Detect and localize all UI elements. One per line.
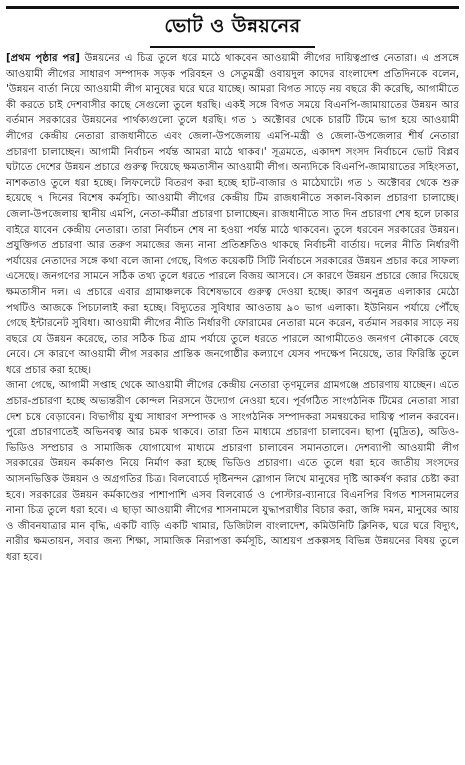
article-body xyxy=(6,51,459,566)
paragraph-2-text: জানা গেছে, আগামী সপ্তাহ থেকে আওয়ামী লীগের কেন্দ্রীয় নেতারা তৃণমূলের গ্রামগঞ্জে প্রচারণায় যাচ্ছেন। এতে প্রচার-প্রচারণা হচ্ছে অভ্যন্তরীণ কোন্দল নিরসনে উদ্যোগ নেওয়া হবে। পূর্বগঠিত সাংগঠনিক টিমের নেতারা সারা দেশ চষে বেড়াবেন। বিভাগীয় যুগ্ম সাধারণ সম্পাদক ও সাংগঠনিক সম্পাদকরা সমন্বয়কের দায়িত্ব পালন করবেন। পুরো প্রচারণাতেই অভিনবত্ব আর চমক থাকবে। তারা তিন মাধ্যমে প্রচারণা চালাবেন। ছাপা (মুদ্রিত), অডিও-ভিডিও সম্প্রচার ও সামাজিক যোগাযোগ মাধ্যমে প্রচারণা চালাবেন সমানতালে। দেশব্যাপী আওয়ামী লীগ সরকারের উন্নয়ন কর্মকাণ্ড নিয়ে নির্মাণ করা হচ্ছে ভিডিও প্রচারণা। এতে তুলে ধরা হবে জাতীয় সংসদের আসনভিত্তিক উন্নয়ন ও অগ্রগতির চিত্র। বিলবোর্ডে দৃষ্টিনন্দন স্লোগান লিখে মানুষের দৃষ্টি আকর্ষণ করার চেষ্টা করা হবে। সরকারের উন্নয়ন কর্মকাণ্ডের পাশাপাশি এসব বিলবোর্ড ও পোস্টার-ব্যানারে বিএনপির বিগত শাসনামলের নানা চিত্র তুলে ধরা হবে। এ ছাড়া আওয়ামী লীগের শাসনামলে যুদ্ধাপরাধীর বিচার করা, জঙ্গি দমন, মানুষের আয় ও জীবনযাত্রার মান বৃদ্ধি, একটি বাড়ি একটি খামার, ডিজিটাল বাংলাদেশ, কমিউনিটি ক্লিনিক, ঘরে ঘরে বিদ্যুৎ, নারীর ক্ষমতায়ন, সবার জন্য শিক্ষা, সামাজিক নিরাপত্তা কর্মসূচি, আশ্রয়ণ প্রকল্পসহ বিভিন্ন উন্নয়নের বিষয় তুলে ধরা হবে। xyxy=(6,380,459,563)
article-paragraph-2 xyxy=(6,378,459,565)
article-paragraph-1 xyxy=(6,51,459,378)
top-divider xyxy=(6,6,459,9)
headline-container xyxy=(6,13,459,47)
article-headline: ভোট ও উন্নয়নের xyxy=(150,12,314,48)
paragraph-1-text: উন্নয়নের এ চিত্র তুলে ধরে মাঠে থাকবেন আওয়ামী লীগের দায়িত্বপ্রাপ্ত নেতারা। এ প্রসঙ্গে আওয়ামী লীগের সাধারণ সম্পাদক সড়ক পরিবহন ও সেতুমন্ত্রী ওবায়দুল কাদের বাংলাদেশ প্রতিদিনকে বলেন, 'উন্নয়ন বার্তা নিয়ে আওয়ামী লীগ মানুষের ঘরে ঘরে যাচ্ছে। আমরা বিগত সাড়ে নয় বছরে কী করেছি, আগামীতে কী করতে চাই দেশবাসীর কাছে সেগুলো তুলে ধরছি। একই সঙ্গে বিগত সময়ে বিএনপি-জামায়াতের উন্নয়ন আর বর্তমান সরকারের উন্নয়নের পার্থক্যগুলো তুলে ধরছি। গত ১ অক্টোবর থেকে চারটি টিমে ভাগ হয়ে আওয়ামী লীগের কেন্দ্রীয় নেতারা রাজধানীতে এবং জেলা-উপজেলায় এমপি-মন্ত্রী ও জেলা-উপজেলার শীর্ষ নেতারা প্রচারণা চালাচ্ছেন। আগামী নির্বাচন পর্যন্ত আমরা মাঠে থাকব।' সূত্রমতে, একাদশ সংসদ নির্বাচনে ভোট বিপ্লব ঘটাতে দেশের উন্নয়ন প্রচারে গুরুত্ব দিয়েছে ক্ষমতাসীন আওয়ামী লীগ। অন্যদিকে বিএনপি-জামায়াতের সহিংসতা, নাশকতাও তুলে ধরা হচ্ছে। লিফলেটে বিতরণ করা হচ্ছে হাট-বাজার ও মাঠেঘাটে। গত ১ অক্টোবর থেকে শুরু হয়েছে ৭ দিনের বিশেষ কর্মসূচি। আওয়ামী লীগের কেন্দ্রীয় টিম রাজধানীতে সকাল-বিকাল প্রচারণা চালাচ্ছে। জেলা-উপজেলায় স্থানীয় এমপি, নেতা-কর্মীরা প্রচারণা চালাচ্ছেন। রাজধানীতে সাত দিন প্রচারণা শেষ হলে ঢাকার বাইরে যাবেন কেন্দ্রীয় নেতারা। তারা নির্বাচন শেষ না হওয়া পর্যন্ত মাঠে থাকবেন। তুলে ধরবেন সরকারের উন্নয়ন। প্রযুক্তিগত প্রচারণা আর তরুণ সমাজের জন্য নানা প্রতিশ্রুতিও থাকছে নির্বাচনী বার্তায়। দলের নীতি নির্ধারণী পর্যায়ের নেতাদের সঙ্গে কথা বলে জানা গেছে, বিগত কয়েকটি সিটি নির্বাচনে সরকারের উন্নয়ন প্রচার করে সাফল্য এসেছে। জনগণের সামনে সঠিক তথ্য তুলে ধরতে পারলে বিজয় আসবে। সে কারণে উন্নয়ন প্রচারে জোর দিয়েছে ক্ষমতাসীন দল। এ প্রচারে এবার গ্রামাঞ্চলকে বিশেষভাবে গুরুত্ব দেওয়া হচ্ছে। কারণ অনুন্নত এলাকার মেঠো পথটিও আজকে পিচঢালাই করা হচ্ছে। বিদ্যুতের সুবিধার আওতায় ৯০ ভাগ এলাকা। ইউনিয়ন পর্যায়ে পৌঁছে গেছে ইন্টারনেট সুবিধা। আওয়ামী লীগের নীতি নির্ধারণী ফোরামের নেতারা মনে করেন, বর্তমান সরকার সাড়ে নয় বছরে যে উন্নয়ন করেছে, তার সঠিক চিত্র গ্রাম পর্যায়ে তুলে ধরতে পারলে আগামীতেও জনগণ নৌকাকে বেছে নেবে। সে কারণে আওয়ামী লীগ সরকার প্রান্তিক জনগোষ্ঠীর কল্যাণে যেসব পদক্ষেপ নিয়েছে, তার ফিরিস্তি তুলে ধরে প্রচার করা হচ্ছে। xyxy=(6,53,459,376)
continuation-kicker: [প্রথম পৃষ্ঠার পর] xyxy=(6,53,80,64)
